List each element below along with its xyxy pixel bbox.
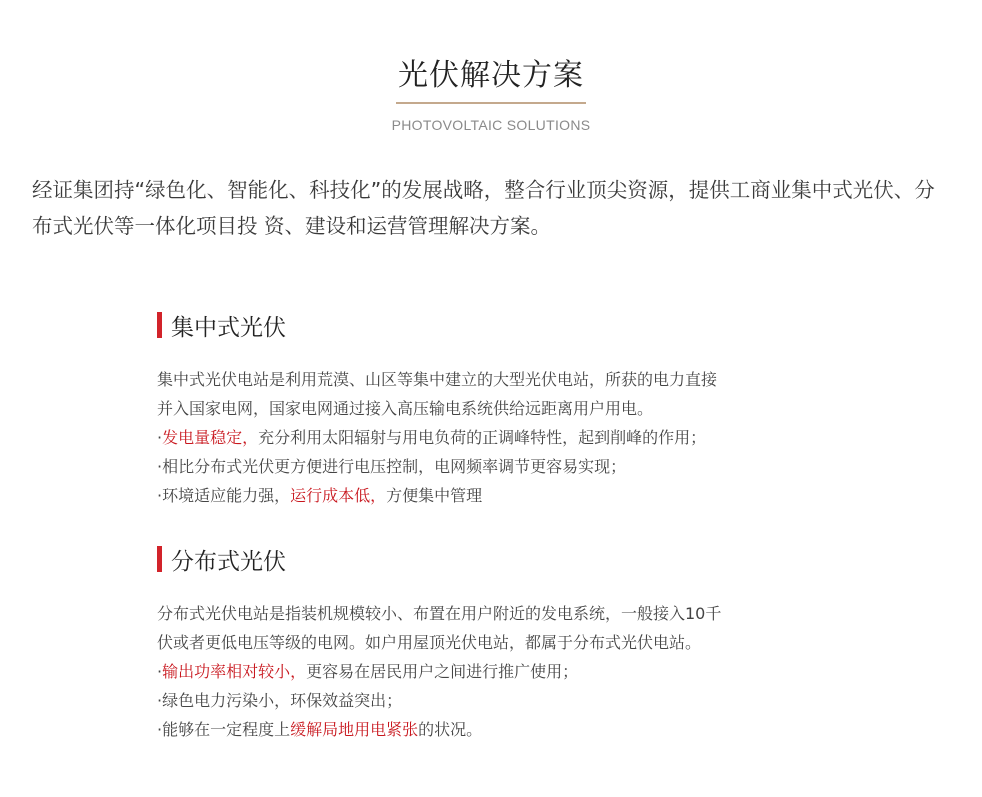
bullet-text: 环境适应能力强，: [162, 486, 291, 505]
bullet-text: 相比分布式光伏更方便进行电压控制，电网频率调节更容易实现；: [162, 457, 627, 476]
bullet-text-end: 的状况。: [418, 720, 483, 739]
page-title: 光伏解决方案: [396, 56, 586, 104]
bullet-text-end: 方便集中管理: [386, 486, 483, 505]
section-title-text: 集中式光伏: [171, 314, 286, 341]
highlight-text: 输出功率相对较小，: [162, 662, 307, 681]
section-body: [157, 599, 817, 744]
description-line: 并入国家电网，国家电网通过接入高压输电系统供给远距离用户用电。: [157, 399, 654, 418]
description-line: 集中式光伏电站是利用荒漠、山区等集中建立的大型光伏电站，所获的电力直接: [157, 370, 718, 389]
intro-paragraph: 经证集团持“绿色化、智能化、科技化”的发展战略，整合行业顶尖资源，提供工商业集中式光伏、分布式光伏等一体化项目投 资、建设和运营管理解决方案。: [32, 178, 935, 238]
section-title-bar: [157, 546, 162, 572]
section-title-bar: [157, 312, 162, 338]
section-title: [157, 308, 817, 342]
bullet-text: 更容易在居民用户之间进行推广使用；: [306, 662, 579, 681]
bullet-dot: ·: [157, 720, 163, 739]
section-title: [157, 542, 817, 576]
page-subtitle: PHOTOVOLTAIC SOLUTIONS: [391, 117, 591, 133]
bullet-text: 能够在一定程度上: [162, 720, 291, 739]
bullet-dot: ·: [157, 428, 163, 447]
bullet-text: 绿色电力污染小，环保效益突出；: [162, 691, 403, 710]
bullet-item: [157, 423, 817, 452]
bullet-item: [157, 452, 817, 481]
bullet-dot: ·: [157, 662, 163, 681]
bullet-item: [157, 715, 817, 744]
bullet-dot: ·: [157, 457, 163, 476]
section-distributed-pv: [157, 542, 817, 744]
bullet-item: [157, 481, 817, 510]
section-centralized-pv: [157, 308, 817, 510]
section-title-text: 分布式光伏: [171, 548, 286, 575]
section-body: [157, 365, 817, 510]
bullet-dot: ·: [157, 486, 163, 505]
bullet-item: [157, 686, 817, 715]
bullet-item: [157, 657, 817, 686]
description-line: 分布式光伏电站是指装机规模较小、布置在用户附近的发电系统，一般接入10千: [157, 604, 722, 623]
bullet-dot: ·: [157, 691, 163, 710]
highlight-text: 运行成本低，: [290, 486, 387, 505]
page-header: [0, 56, 982, 134]
highlight-text: 发电量稳定，: [162, 428, 259, 447]
bullet-text: 充分利用太阳辐射与用电负荷的正调峰特性，起到削峰的作用；: [258, 428, 707, 447]
description-line: 伏或者更低电压等级的电网。如户用屋顶光伏电站，都属于分布式光伏电站。: [157, 633, 702, 652]
highlight-text: 缓解局地用电紧张: [290, 720, 419, 739]
